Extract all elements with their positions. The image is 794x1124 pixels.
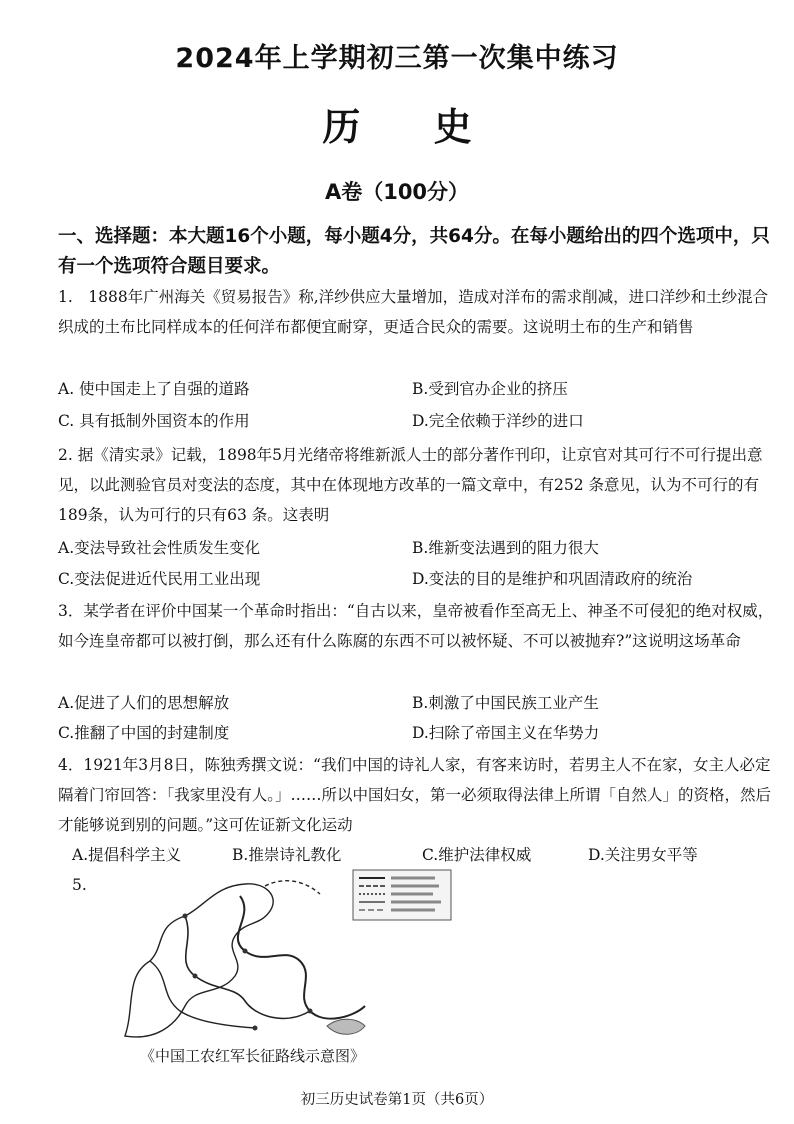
question-1-option-b: B.受到官办企业的挤压 [412,380,568,398]
question-1-option-a: A. 使中国走上了自强的道路 [58,380,250,398]
question-1-stem: 1. 1888年广州海关《贸易报告》称,洋纱供应大量增加，造成对洋布的需求削减，进口洋纱和土纱混合织成的土布比同样成本的任何洋布都便宜耐穿，更适合民众的需要。这说明土布的生产和销售 [58,288,769,336]
exam-title: 2024年上学期初三第一次集中练习 [175,43,619,74]
question-3-option-c: C.推翻了中国的封建制度 [58,724,230,742]
question-4-option-c: C.维护法律权威 [422,846,532,864]
question-2-option-c: C.变法促进近代民用工业出现 [58,570,261,588]
question-1-option-c: C. 具有抵制外国资本的作用 [58,412,250,430]
map-legend [353,870,451,920]
question-2-option-a: A.变法导致社会性质发生变化 [58,539,261,557]
long-march-route-map [95,866,515,1046]
section-heading: 一、选择题：本大题16个小题，每小题4分，共64分。在每小题给出的四个选项中，只有一个选项符合题目要求。 [58,226,770,277]
paper-label: A卷（100分） [324,180,470,204]
question-3-option-b: B.刺激了中国民族工业产生 [412,694,599,712]
question-2-option-b: B.维新变法遇到的阻力很大 [412,539,599,557]
subject-title: 历 史 [322,105,502,149]
question-4-stem: 4．1921年3月8日，陈独秀撰文说：“我们中国的诗礼人家，有客来访时，若男主人不在家，女主人必定隔着门帘回答：「我家里没有人。」……所以中国妇女，第一必须取得法律上所谓「自然人」的资格，然后才能够说到别的问题。”这可佐证新文化运动 [58,756,772,834]
page-footer: 初三历史试卷第1页（共6页） [300,1092,494,1108]
question-2-stem: 2. 据《清实录》记载，1898年5月光绪帝将维新派人士的部分著作刊印，让京官对其可行不可行提出意见，以此测验官员对变法的态度，其中在体现地方改革的一篇文章中，有252 条意见，认为不可行的有189条，认为可行的只有63 条。这表明 [58,446,763,524]
question-3-option-d: D.扫除了帝国主义在华势力 [412,724,600,742]
question-4-option-a: A.提倡科学主义 [72,846,182,864]
question-4-option-d: D.关注男女平等 [588,846,698,864]
question-3-option-a: A.促进了人们的思想解放 [58,694,230,712]
map-caption: 《中国工农红军长征路线示意图》 [140,1047,366,1065]
question-2-option-d: D.变法的目的是维护和巩固清政府的统治 [412,570,693,588]
question-4-option-b: B.推崇诗礼教化 [232,846,342,864]
question-1-option-d: D.完全依赖于洋纱的进口 [412,412,584,430]
question-3-stem: 3．某学者在评价中国某一个革命时指出：“自古以来，皇帝被看作至高无上、神圣不可侵犯的绝对权威，如今连皇帝都可以被打倒，那么还有什么陈腐的东西不可以被怀疑、不可以被抛弃?”这说明这场革命 [58,602,774,650]
question-5-number: 5. [72,876,87,894]
